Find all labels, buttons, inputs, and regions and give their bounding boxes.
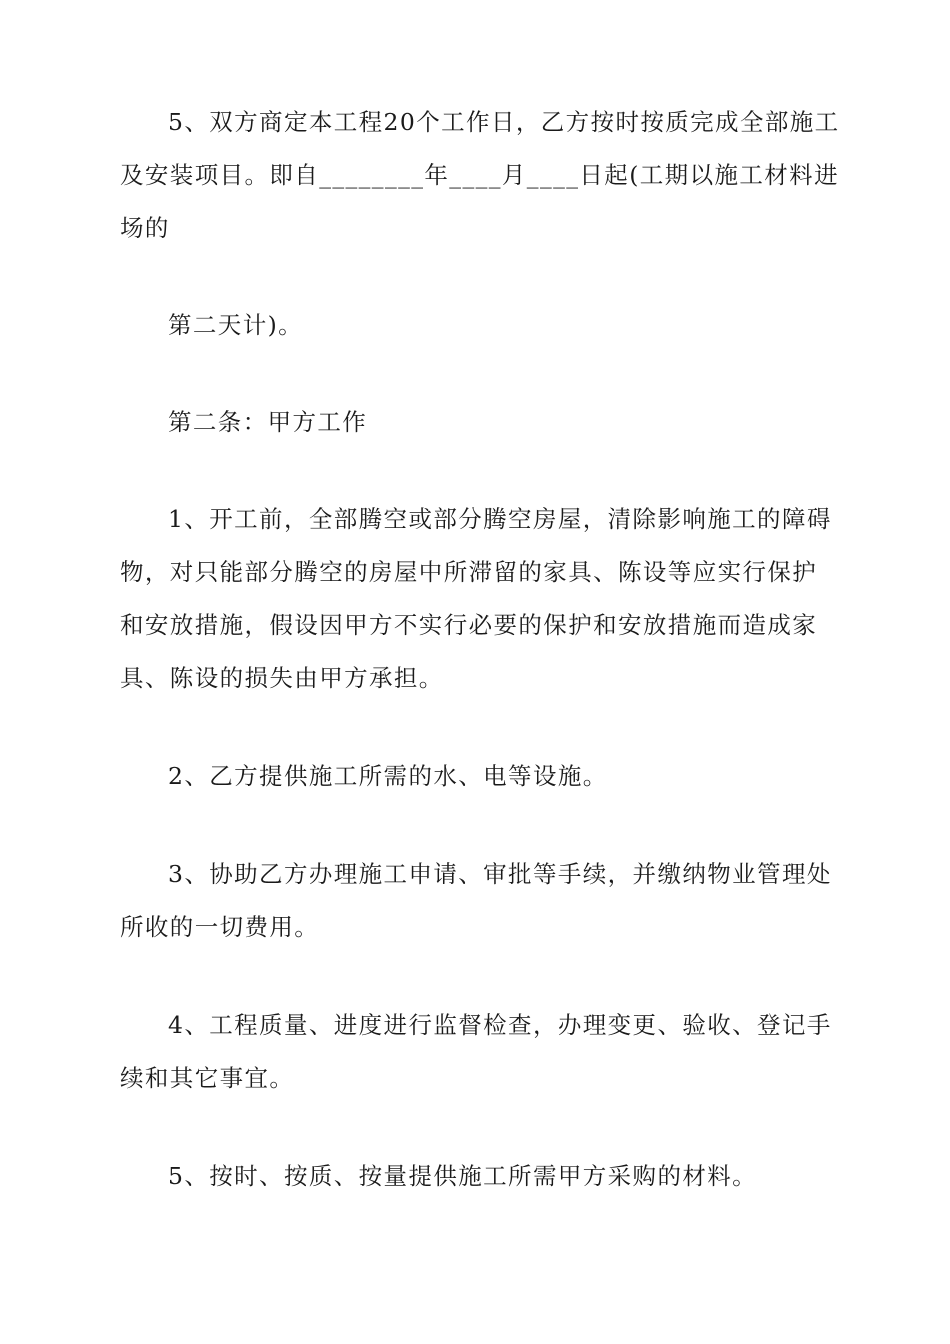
paragraph-period-note: 第二天计)。 [168, 311, 304, 339]
section-heading-party-a-duties: 第二条：甲方工作 [168, 408, 368, 436]
paragraph-clause-3: 3、协助乙方办理施工申请、审批等手续，并缴纳物业管理处所收的一切费用。 [120, 860, 832, 941]
paragraph-spacer [120, 954, 840, 999]
paragraph-construction-period: 5、双方商定本工程20个工作日，乙方按时按质完成全部施工及安装项目。即自________年____月____日起(工期以施工材料进场的 [120, 108, 840, 242]
paragraph-clause-1: 1、开工前，全部腾空或部分腾空房屋，清除影响施工的障碍物，对只能部分腾空的房屋中所滞留的家具、陈设等应实行保护和安放措施，假设因甲方不实行必要的保护和安放措施而造成家具、陈设的损失由甲方承担。 [120, 505, 832, 692]
document-page [120, 96, 840, 1203]
paragraph-spacer [120, 1105, 840, 1150]
paragraph-spacer [120, 449, 840, 493]
paragraph-spacer [120, 255, 840, 299]
paragraph-spacer [120, 803, 840, 848]
paragraph-spacer [120, 352, 840, 396]
paragraph-spacer [120, 705, 840, 750]
paragraph-clause-5: 5、按时、按质、按量提供施工所需甲方采购的材料。 [168, 1162, 758, 1190]
paragraph-clause-2: 2、乙方提供施工所需的水、电等设施。 [168, 762, 608, 790]
paragraph-clause-4: 4、工程质量、进度进行监督检查，办理变更、验收、登记手续和其它事宜。 [120, 1011, 832, 1092]
